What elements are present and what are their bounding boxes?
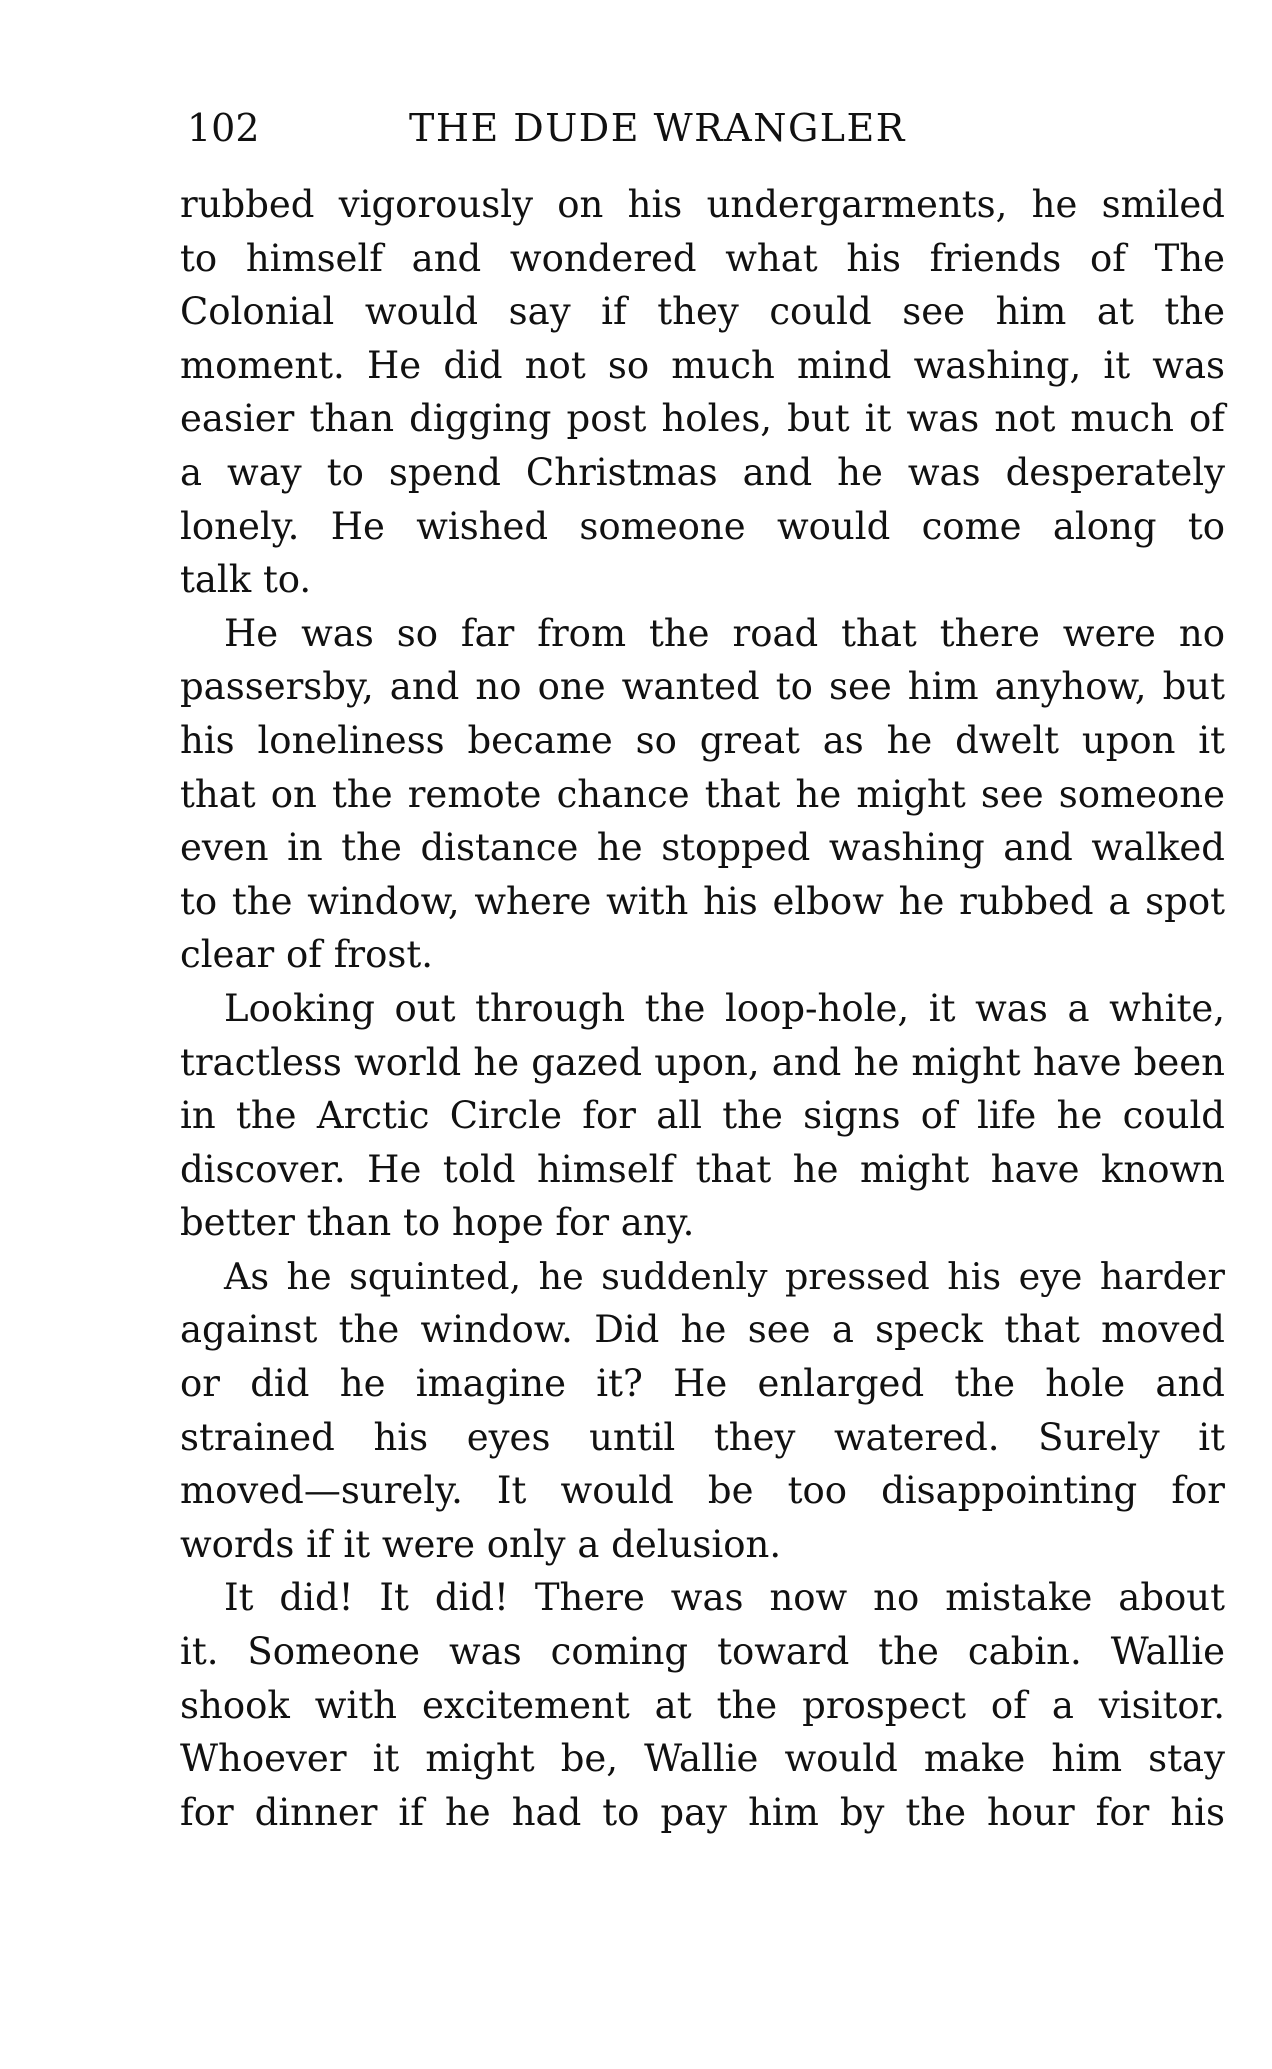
- paragraph: [180, 982, 1225, 1250]
- body-text: [180, 178, 1225, 1839]
- text-line: moment. He did not so much mind washing, it was: [180, 343, 1225, 387]
- text-line: talk to.: [180, 558, 312, 602]
- text-line: Whoever it might be, Wallie would make him stay: [180, 1737, 1225, 1781]
- text-line: passersby, and no one wanted to see him anyhow, but: [180, 665, 1225, 709]
- text-line: shook with excitement at the prospect of a visitor.: [180, 1683, 1225, 1727]
- text-line: clear of frost.: [180, 933, 433, 977]
- text-line: even in the distance he stopped washing and walked: [180, 826, 1225, 870]
- text-line: to the window, where with his elbow he rubbed a spot: [180, 879, 1225, 923]
- text-line: that on the remote chance that he might see someone: [180, 772, 1225, 816]
- text-line: against the window. Did he see a speck that moved: [180, 1308, 1225, 1352]
- text-line: a way to spend Christmas and he was desperately: [180, 450, 1225, 494]
- text-line: easier than digging post holes, but it was not much of: [180, 397, 1225, 441]
- text-line: his loneliness became so great as he dwelt upon it: [180, 718, 1225, 762]
- page-number: 102: [187, 106, 260, 150]
- text-line: words if it were only a delusion.: [180, 1522, 782, 1566]
- page-header: [187, 100, 1227, 156]
- paragraph: [180, 607, 1225, 982]
- text-line: Looking out through the loop-hole, it was a white,: [224, 986, 1225, 1030]
- text-line: He was so far from the road that there were no: [224, 611, 1225, 655]
- text-line: discover. He told himself that he might have known: [180, 1147, 1225, 1191]
- paragraph: [180, 1571, 1225, 1839]
- text-line: moved—surely. It would be too disappointing for: [180, 1469, 1225, 1513]
- text-line: lonely. He wished someone would come along to: [180, 504, 1225, 548]
- text-line: Colonial would say if they could see him at the: [180, 290, 1225, 334]
- text-line: to himself and wondered what his friends of The: [180, 236, 1225, 280]
- text-line: or did he imagine it? He enlarged the hole and: [180, 1362, 1225, 1406]
- running-head: THE DUDE WRANGLER: [409, 106, 906, 150]
- text-line: It did! It did! There was now no mistake about: [224, 1576, 1225, 1620]
- text-line: rubbed vigorously on his undergarments, he smiled: [180, 183, 1225, 226]
- text-line: it. Someone was coming toward the cabin. Wallie: [180, 1630, 1225, 1674]
- text-line: for dinner if he had to pay him by the hour for his: [180, 1790, 1225, 1834]
- text-line: better than to hope for any.: [180, 1201, 695, 1245]
- text-line: strained his eyes until they watered. Surely it: [180, 1415, 1225, 1459]
- text-line: tractless world he gazed upon, and he might have been: [180, 1040, 1225, 1084]
- text-line: in the Arctic Circle for all the signs of life he could: [180, 1094, 1225, 1138]
- paragraph: [180, 1250, 1225, 1572]
- paragraph: [180, 178, 1225, 607]
- text-line: As he squinted, he suddenly pressed his eye harder: [224, 1254, 1225, 1298]
